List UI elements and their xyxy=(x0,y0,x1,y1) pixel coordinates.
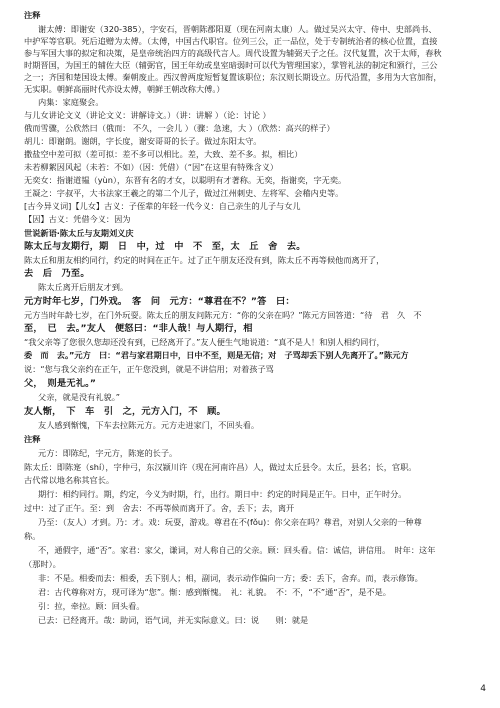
text-line: 撒盐空中差可拟（差可拟：差不多可以相比。差，大致、差不多。拟，相比） xyxy=(24,149,303,159)
text-line: 世说新语·陈太丘与友期刘义庆 xyxy=(24,228,134,238)
text-line: 古代常以地名称其官长。 xyxy=(24,475,115,485)
text-line: 友人感到惭愧，下车去拉陈元方。元方走进家门，不回头看。 xyxy=(38,420,260,430)
text-line: 过中：过了正午。至：到 舍去：不再等候而离开了。舍，丢下；去，离开 xyxy=(24,503,295,513)
text-line: 去 后 乃至。 xyxy=(24,268,90,279)
text-line: 参与军国大事的拟定和决策，是皇帝统治四方的高级代言人。周代设置为辅弼天子之任。汉代复置，次于太师，春秋 xyxy=(24,48,442,58)
text-line: 陈太丘：即陈寔（shí），字仲弓，东汉颍川许（现在河南许昌）人，做过太丘县令。太丘，县名；长，官职。 xyxy=(24,462,417,472)
text-line: 引：拉，牵拉。顾：回头看。 xyxy=(38,601,145,611)
text-line: （那时）。 xyxy=(24,559,61,569)
text-line: 内集：家庭聚会。 xyxy=(38,97,104,107)
text-line: 元方当时年龄七岁，在门外玩耍。陈太丘的朋友问陈元方：“你的父亲在吗？”陈元方回答道：“待 君 久 不 xyxy=(24,310,422,320)
text-line: 非：不是。相委而去：相委，丢下别人；相，副词，表示动作偏向一方；委：丢下，舍弃。而，表示修饰。 xyxy=(38,573,423,583)
text-line: 王凝之：字叔平，大书法家王羲之的第二个儿子，做过江州刺史、左将军、会稽内史等。 xyxy=(24,188,344,198)
text-line: 不，通假字，通“否”。家君：家父，谦词，对人称自己的父亲。顾：回头看。信：诚信，讲信用。 时年：这年 xyxy=(38,545,436,555)
text-line: 中护军等官职。死后追赠为太傅。（太傅，中国古代职官。位列三公，正一品位，处于专制统治者的核心位置，直接 xyxy=(24,36,438,46)
page-number: 4 xyxy=(480,684,486,694)
text-line: 胡儿：即谢朗。谢朗，字长度，谢安哥哥的长子。做过东阳太守。 xyxy=(24,136,262,146)
text-line: 【因】古义：凭借今义：因为 xyxy=(24,214,131,224)
text-line: 注释 xyxy=(24,10,41,20)
text-line: 注释 xyxy=(24,434,41,444)
text-line: 无实职。朝鲜高丽时代亦设太傅，朝鲜王朝改称大傅。） xyxy=(24,84,225,94)
text-line: 陈太丘与友期行，期 日 中，过 中 不 至，太 丘 舍 去。 xyxy=(24,241,306,252)
text-line: 时期晋国，为国王的辅佐大臣（辅弼官，国王年幼或皇室暗弱时可以代为管理国家），掌管礼法的制定和颁行，三公 xyxy=(24,60,438,70)
text-line: 友人惭， 下 车 引 之，元方入门，不 顾。 xyxy=(24,406,226,417)
text-line: 父， 则是无礼。” xyxy=(24,378,97,389)
text-line: 至， 已 去。”友人 便怒曰：“非人哉！与人期行，相 xyxy=(24,323,253,334)
text-line: 谢太傅：即谢安（320-385），字安石，晋朝陈郡阳夏（现在河南太康）人。做过吴兴太守、侍中、史部尚书、 xyxy=(38,24,437,34)
text-line: 元方时年七岁，门外戏。 客 问 元方：“尊君在不？”答 曰： xyxy=(24,296,295,307)
text-line: 无奕女：指谢道韫（yùn），东晋有名的才女，以聪明有才著称。无奕，指谢奕，字无奕。 xyxy=(24,175,347,185)
text-line: 委 而 去。”元方 曰：“君与家君期日中，日中不至，则是无信；对 子骂却丢下别人先离开了。”陈元方 xyxy=(24,350,409,360)
text-line: 已去：已经离开。哉：助词，语气词，并无实际意义。曰：说 则：就是 xyxy=(38,615,309,625)
text-line: 陈太丘离开后朋友才到。 xyxy=(38,282,129,292)
text-line: 称。 xyxy=(24,531,41,541)
text-line: 说：“您与我父亲约在正午，正午您没到，就是不讲信用；对着孩子骂 xyxy=(24,364,274,374)
text-line: 与儿女讲论文义（讲论文义：讲解诗文。）（讲：讲解 ）（论：讨论 ） xyxy=(24,110,271,120)
text-line: [古今异义词]【儿女】古义：子侄辈的年轻一代今义：自己亲生的儿子与女儿 xyxy=(24,201,301,211)
text-line: 之一；齐国和楚国设太傅。秦朝废止。西汉曾两度短暂复置该职位；东汉则长期设立。历代沿置，多用为大官加衔， xyxy=(24,72,442,82)
text-line: 元方：即陈纪，字元方，陈寔的长子。 xyxy=(38,448,178,458)
text-line: 父亲，就是没有礼貌。” xyxy=(38,392,121,402)
text-line: 期行：相约同行。期，约定，今义为时期，行，出行。期日中：约定的时间是正午。日中，正午时分。 xyxy=(38,489,407,499)
text-line: 乃至：（友人）才到。乃：才。戏：玩耍，游戏。尊君在不(fǒu)：你父亲在吗？尊君，对别人父亲的一种尊 xyxy=(38,517,422,527)
text-line: “我父亲等了您很久您却还没有到，已经离开了。”友人便生气地说道：“真不是人！和别人相约同行， xyxy=(24,337,385,347)
text-line: 君：古代尊称对方，现可译为“您”。惭：感到惭愧。 礼：礼貌。 不：不，“不”通“否”，是不是。 xyxy=(38,587,391,597)
text-line: 陈太丘和朋友相约同行，约定的时间在正午。过了正午朋友还没有到，陈太丘不再等候他而离开了， xyxy=(24,255,385,265)
text-line: 俄而雪骤，公欣然曰（俄而： 不久，一会儿 ）（骤：急速，大 ）（欣然：高兴的样子） xyxy=(24,123,335,133)
text-line: 未若柳絮因风起（未若：不如）（因：凭借）（“因”在这里有特殊含义） xyxy=(24,162,279,172)
